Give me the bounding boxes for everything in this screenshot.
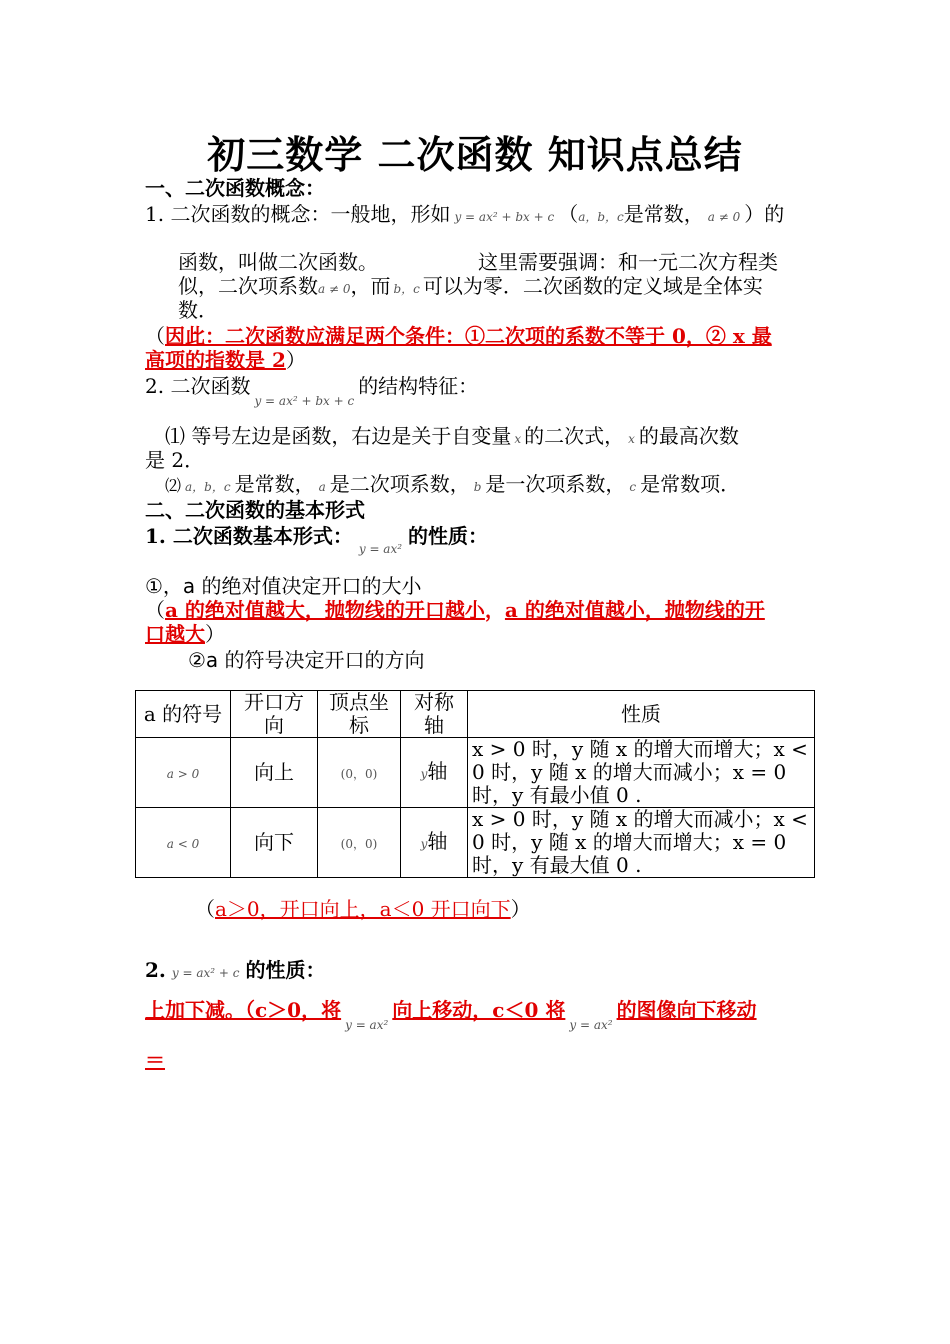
direction-note-text: a＞0，开口向上，a＜0 开口向下 bbox=[215, 897, 511, 921]
symbol-c: c bbox=[629, 480, 637, 494]
properties-table bbox=[135, 690, 815, 878]
table-row bbox=[136, 738, 815, 808]
structure-text: ⑵ bbox=[165, 476, 182, 495]
paren: （ bbox=[145, 324, 165, 348]
structure-text: 是二次项系数， bbox=[329, 472, 470, 496]
cell-direction: 向上 bbox=[231, 738, 318, 808]
definition-line-1 bbox=[145, 202, 784, 229]
table-header-row bbox=[136, 691, 815, 738]
cell-sign bbox=[136, 808, 231, 878]
structure-text: 是常数项． bbox=[640, 472, 741, 496]
shift-note-text: 的图像向下移动 bbox=[616, 998, 757, 1022]
cell-properties: x > 0 时，y 随 x 的增大而减小；x < 0 时，y 随 x 的增大而增大；x = 0 时，y 有最大值 0 . bbox=[468, 808, 815, 878]
formula: y = ax² bbox=[345, 1018, 389, 1032]
variable-x: x bbox=[514, 432, 522, 446]
structure-item-1 bbox=[165, 424, 739, 451]
definition-text: 似，二次项系数 bbox=[178, 274, 318, 298]
symbol-a: a bbox=[318, 480, 326, 494]
definition-line-2b: 这里需要强调：和一元二次方程类 bbox=[478, 250, 778, 274]
point-1: ①，a 的绝对值决定开口的大小 bbox=[145, 574, 422, 598]
formula: y = ax² bbox=[358, 542, 403, 556]
axis-symbol: y bbox=[420, 836, 428, 851]
paren: （ bbox=[145, 598, 165, 622]
conditions-note-line-1 bbox=[145, 324, 772, 348]
structure-text: 的二次式， bbox=[524, 424, 625, 448]
form-2-heading bbox=[145, 958, 326, 985]
conditions-note-line-2 bbox=[145, 348, 306, 372]
basic-form-text: 1. 二次函数基本形式： bbox=[145, 524, 353, 548]
formula: y = ax² + bx + c bbox=[254, 394, 355, 408]
structure-text: 的结构特征： bbox=[358, 374, 479, 398]
paren: ） bbox=[285, 348, 306, 372]
width-note-text: a 的绝对值越大，抛物线的开口越小 bbox=[165, 598, 485, 622]
cell-properties: x > 0 时，y 随 x 的增大而增大；x < 0 时，y 随 x 的增大而减小；x = 0 时，y 有最小值 0 . bbox=[468, 738, 815, 808]
formula: y = ax² + c bbox=[171, 966, 240, 980]
section-2-heading: 二、二次函数的基本形式 bbox=[145, 498, 365, 522]
shift-note bbox=[145, 998, 757, 1032]
definition-line-2a: 函数，叫做二次函数。 bbox=[178, 250, 378, 274]
table-row bbox=[136, 808, 815, 878]
definition-text: ，而 bbox=[350, 274, 391, 298]
header-properties: 性质 bbox=[468, 691, 815, 738]
constants: a，b，c bbox=[578, 210, 624, 224]
shift-note-text: ＝ bbox=[145, 1048, 165, 1072]
width-note-line-1 bbox=[145, 598, 765, 622]
paren: （ bbox=[195, 897, 215, 921]
vertex-value: (0，0) bbox=[340, 766, 378, 781]
width-note-line-2 bbox=[145, 622, 225, 646]
width-note-text: a 的绝对值越小，抛物线的开 bbox=[504, 598, 765, 622]
conditions-text: 因此：二次函数应满足两个条件：①二次项的系数不等于 0，② x 最 bbox=[165, 324, 772, 348]
paren: ） bbox=[205, 622, 225, 646]
symbol-b: b bbox=[473, 480, 482, 494]
axis-text: 轴 bbox=[427, 828, 448, 853]
header-sign: a 的符号 bbox=[136, 691, 231, 738]
cell-direction: 向下 bbox=[231, 808, 318, 878]
structure-item-2 bbox=[165, 472, 740, 499]
definition-text: （ bbox=[558, 202, 579, 226]
page-title: 初三数学 二次函数 知识点总结 bbox=[207, 132, 743, 177]
structure-text: 是常数， bbox=[234, 472, 315, 496]
cell-sign bbox=[136, 738, 231, 808]
cell-vertex bbox=[318, 738, 401, 808]
form-2-text: 的性质： bbox=[245, 958, 326, 982]
shift-note-line-2 bbox=[145, 1048, 165, 1072]
cell-axis bbox=[401, 808, 468, 878]
definition-text: 1. 二次函数的概念：一般地，形如 bbox=[145, 202, 451, 226]
point-2: ②a 的符号决定开口的方向 bbox=[188, 648, 425, 672]
structure-text: ⑴ 等号左边是函数，右边是关于自变量 bbox=[165, 424, 512, 448]
structure-text: 2. 二次函数 bbox=[145, 374, 251, 398]
condition: a ≠ 0 bbox=[707, 210, 741, 224]
definition-line-3 bbox=[178, 274, 763, 301]
definition-line-4: 数． bbox=[178, 298, 218, 322]
section-1-heading: 一、二次函数概念： bbox=[145, 176, 325, 200]
structure-text: 是一次项系数， bbox=[485, 472, 626, 496]
sign-value: a > 0 bbox=[166, 766, 200, 781]
condition: a ≠ 0 bbox=[318, 282, 351, 296]
header-direction: 开口方向 bbox=[231, 691, 318, 738]
cell-vertex bbox=[318, 808, 401, 878]
width-note-text: ， bbox=[484, 598, 505, 622]
constants: b，c bbox=[393, 282, 420, 296]
definition-text: ）的 bbox=[744, 202, 785, 226]
basic-form-heading bbox=[145, 524, 489, 556]
header-axis: 对称轴 bbox=[401, 691, 468, 738]
definition-text: 可以为零．二次函数的定义域是全体实 bbox=[422, 274, 763, 298]
paren: ） bbox=[510, 897, 531, 921]
variable-x: x bbox=[628, 432, 635, 446]
formula: y = ax² + bx + c bbox=[454, 210, 555, 224]
vertex-value: (0，0) bbox=[340, 836, 378, 851]
basic-form-text: 的性质： bbox=[408, 524, 489, 548]
structure-item-1-cont: 是 2． bbox=[145, 448, 205, 472]
shift-note-text: 向上移动，c＜0 将 bbox=[392, 998, 566, 1022]
form-2-text: 2. bbox=[145, 958, 166, 982]
width-note-text: 口越大 bbox=[145, 622, 205, 646]
definition-text: 是常数， bbox=[623, 202, 704, 226]
shift-note-text: 上加下减。（c＞0，将 bbox=[145, 998, 342, 1022]
axis-text: 轴 bbox=[427, 758, 448, 783]
formula: y = ax² bbox=[569, 1018, 613, 1032]
cell-axis bbox=[401, 738, 468, 808]
structure-text: 的最高次数 bbox=[638, 424, 739, 448]
sign-value: a < 0 bbox=[166, 836, 200, 851]
axis-symbol: y bbox=[420, 766, 428, 781]
constants: a，b，c bbox=[185, 480, 231, 494]
direction-note bbox=[195, 897, 531, 921]
conditions-text: 高项的指数是 2 bbox=[145, 348, 286, 372]
header-vertex: 顶点坐标 bbox=[318, 691, 401, 738]
structure-heading bbox=[145, 374, 479, 408]
